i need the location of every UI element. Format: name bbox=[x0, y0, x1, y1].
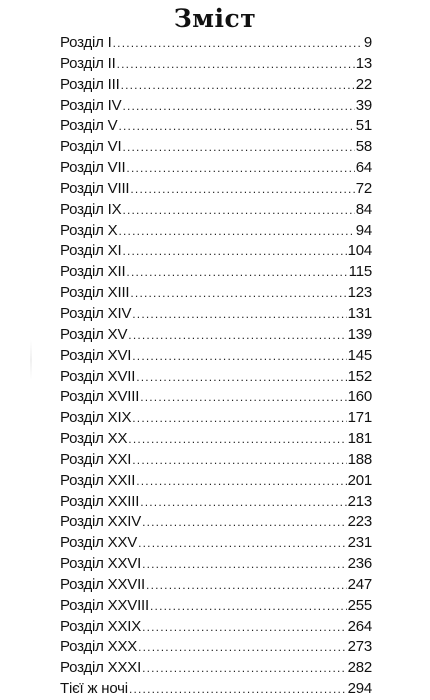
dot-leader bbox=[140, 387, 346, 408]
toc-entry-page-number: 236 bbox=[347, 555, 372, 573]
toc-entry-page-number: 139 bbox=[347, 325, 372, 343]
dot-leader bbox=[126, 262, 347, 283]
toc-entry bbox=[60, 137, 372, 158]
toc-entry-label: Розділ I bbox=[60, 34, 112, 51]
dot-leader bbox=[118, 116, 354, 137]
table-of-contents bbox=[60, 33, 372, 700]
toc-entry-label: Розділ XX bbox=[60, 430, 128, 448]
toc-entry bbox=[60, 450, 372, 471]
toc-entry bbox=[60, 471, 372, 492]
toc-entry-label: Розділ III bbox=[60, 75, 120, 93]
toc-entry-page-number: 39 bbox=[355, 96, 372, 114]
dot-leader bbox=[122, 96, 354, 117]
dot-leader bbox=[113, 33, 363, 54]
toc-entry-page-number: 58 bbox=[355, 138, 372, 156]
toc-entry bbox=[60, 283, 372, 304]
dot-leader bbox=[150, 596, 347, 617]
toc-entry-page-number: 145 bbox=[347, 346, 372, 364]
toc-entry bbox=[60, 617, 372, 638]
toc-entry-label: Розділ XXVII bbox=[60, 575, 146, 593]
toc-entry bbox=[60, 241, 372, 262]
toc-entry bbox=[60, 367, 372, 388]
toc-entry-page-number: 231 bbox=[347, 534, 372, 552]
dot-leader bbox=[132, 408, 346, 429]
toc-entry-label: Розділ XXVI bbox=[60, 555, 142, 573]
toc-entry-label: Розділ XI bbox=[60, 242, 122, 260]
toc-entry bbox=[60, 679, 372, 700]
toc-entry-page-number: 282 bbox=[347, 659, 372, 677]
toc-entry-label: Розділ XXII bbox=[60, 471, 136, 489]
paper-mark bbox=[30, 340, 32, 380]
toc-entry-label: Розділ VII bbox=[60, 159, 126, 177]
toc-entry bbox=[60, 575, 372, 596]
toc-entry bbox=[60, 325, 372, 346]
toc-entry bbox=[60, 346, 372, 367]
toc-entry-page-number: 51 bbox=[355, 117, 372, 135]
dot-leader bbox=[146, 575, 347, 596]
toc-entry-label: Розділ IX bbox=[60, 200, 122, 218]
toc-entry-page-number: 123 bbox=[347, 284, 372, 302]
dot-leader bbox=[122, 241, 346, 262]
toc-entry bbox=[60, 429, 372, 450]
toc-entry-page-number: 273 bbox=[347, 638, 372, 656]
toc-entry-label: Розділ XXIV bbox=[60, 513, 142, 531]
dot-leader bbox=[136, 367, 346, 388]
toc-entry-page-number: 255 bbox=[347, 596, 372, 614]
page-title: Зміст bbox=[173, 4, 257, 33]
toc-entry-label: Розділ XXV bbox=[60, 534, 138, 552]
dot-leader bbox=[122, 137, 354, 158]
dot-leader bbox=[138, 533, 346, 554]
toc-entry-page-number: 94 bbox=[355, 221, 372, 239]
dot-leader bbox=[128, 325, 346, 346]
toc-entry-page-number: 131 bbox=[347, 304, 372, 322]
toc-entry-page-number: 181 bbox=[347, 430, 372, 448]
toc-entry-page-number: 9 bbox=[363, 34, 372, 51]
toc-entry bbox=[60, 158, 372, 179]
toc-entry-page-number: 84 bbox=[355, 200, 372, 218]
dot-leader bbox=[142, 554, 347, 575]
toc-entry-page-number: 72 bbox=[355, 179, 372, 197]
toc-entry bbox=[60, 554, 372, 575]
toc-entry-page-number: 213 bbox=[347, 492, 372, 510]
toc-entry-label: Розділ XIII bbox=[60, 284, 130, 302]
toc-entry-page-number: 201 bbox=[347, 471, 372, 489]
toc-entry bbox=[60, 492, 372, 513]
dot-leader bbox=[118, 221, 354, 242]
toc-entry-label: Розділ XVII bbox=[60, 367, 136, 385]
toc-entry-label: Розділ XV bbox=[60, 325, 128, 343]
toc-entry-label: Розділ XVI bbox=[60, 346, 132, 364]
dot-leader bbox=[142, 658, 347, 679]
toc-entry-page-number: 152 bbox=[347, 367, 372, 385]
toc-entry-label: Розділ XXX bbox=[60, 638, 138, 656]
dot-leader bbox=[138, 637, 346, 658]
dot-leader bbox=[121, 75, 355, 96]
toc-entry bbox=[60, 658, 372, 679]
toc-entry-label: Розділ XXIX bbox=[60, 617, 142, 635]
dot-leader bbox=[132, 346, 346, 367]
toc-entry-label: Розділ XIV bbox=[60, 304, 132, 322]
toc-entry bbox=[60, 221, 372, 242]
toc-entry-page-number: 104 bbox=[347, 242, 372, 260]
toc-entry-label: Розділ XXI bbox=[60, 450, 132, 468]
dot-leader bbox=[130, 283, 346, 304]
toc-entry-page-number: 160 bbox=[347, 388, 372, 406]
dot-leader bbox=[130, 179, 354, 200]
toc-entry-label: Розділ VIII bbox=[60, 179, 130, 197]
toc-entry-label: Розділ V bbox=[60, 117, 118, 135]
toc-entry bbox=[60, 179, 372, 200]
dot-leader bbox=[122, 200, 354, 221]
dot-leader bbox=[126, 158, 354, 179]
toc-entry bbox=[60, 596, 372, 617]
toc-entry-page-number: 64 bbox=[355, 159, 372, 177]
toc-entry-page-number: 188 bbox=[347, 450, 372, 468]
toc-entry-label: Розділ XXIII bbox=[60, 492, 140, 510]
toc-entry-label: Розділ X bbox=[60, 221, 118, 239]
toc-entry-page-number: 247 bbox=[347, 575, 372, 593]
toc-entry-label: Розділ VI bbox=[60, 138, 122, 156]
toc-entry bbox=[60, 75, 372, 96]
toc-entry-page-number: 13 bbox=[355, 54, 372, 72]
toc-entry-label: Розділ XVIII bbox=[60, 388, 140, 406]
toc-entry bbox=[60, 387, 372, 408]
toc-entry-page-number: 115 bbox=[348, 263, 372, 281]
dot-leader bbox=[142, 512, 347, 533]
toc-entry bbox=[60, 33, 372, 54]
toc-entry-label: Розділ XIX bbox=[60, 409, 132, 427]
dot-leader bbox=[129, 679, 347, 700]
dot-leader bbox=[117, 54, 355, 75]
toc-entry-label: Розділ XII bbox=[60, 263, 126, 281]
toc-entry-page-number: 294 bbox=[347, 680, 372, 698]
dot-leader bbox=[142, 617, 347, 638]
toc-entry bbox=[60, 637, 372, 658]
toc-entry bbox=[60, 96, 372, 117]
dot-leader bbox=[132, 304, 346, 325]
toc-entry-label: Розділ II bbox=[60, 54, 116, 72]
toc-entry-page-number: 171 bbox=[347, 409, 372, 427]
dot-leader bbox=[136, 471, 346, 492]
toc-entry bbox=[60, 533, 372, 554]
toc-entry bbox=[60, 408, 372, 429]
toc-entry-page-number: 22 bbox=[355, 75, 372, 93]
toc-entry bbox=[60, 512, 372, 533]
toc-entry bbox=[60, 200, 372, 221]
dot-leader bbox=[132, 450, 346, 471]
toc-entry-label: Розділ XXVIII bbox=[60, 596, 149, 614]
toc-entry-page-number: 264 bbox=[347, 617, 372, 635]
toc-entry-label: Розділ XXXI bbox=[60, 659, 142, 677]
toc-entry bbox=[60, 54, 372, 75]
toc-entry bbox=[60, 116, 372, 137]
dot-leader bbox=[140, 492, 346, 513]
toc-entry-label: Тієї ж ночі bbox=[60, 680, 128, 698]
dot-leader bbox=[128, 429, 346, 450]
toc-entry-label: Розділ IV bbox=[60, 96, 122, 114]
toc-entry bbox=[60, 304, 372, 325]
toc-entry-page-number: 223 bbox=[347, 513, 372, 531]
toc-entry bbox=[60, 262, 372, 283]
